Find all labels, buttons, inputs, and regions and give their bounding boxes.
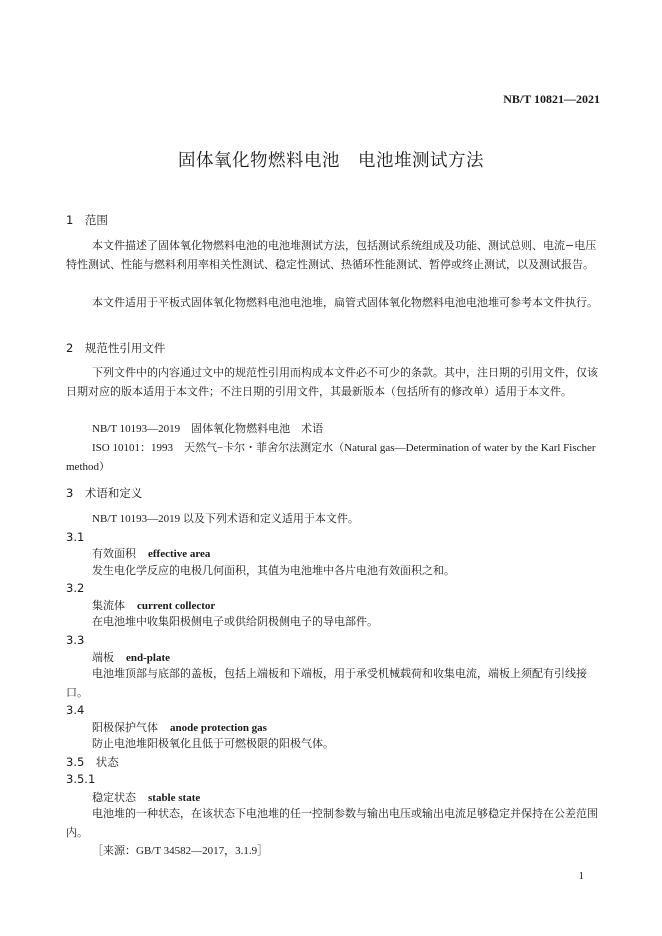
term-name xyxy=(92,597,215,613)
term-name xyxy=(92,649,170,665)
document-title: 固体氧化物燃料电池 电池堆测试方法 xyxy=(178,151,484,171)
term-name-zh: 稳定状态 xyxy=(92,791,136,804)
term-number: 3.1 xyxy=(66,530,85,544)
term-name-zh: 有效面积 xyxy=(92,547,136,560)
section-1-para-1: 本文件描述了固体氧化物燃料电池的电池堆测试方法，包括测试系统组成及功能、测试总则、电流−电压特性测试、性能与燃料利用率相关性测试、稳定性测试、热循环性能测试、暂停或终止测试，以及测试报告。 xyxy=(66,239,597,271)
term-number: 3.5.1 xyxy=(66,772,96,786)
section-3-heading: 3 术语和定义 xyxy=(66,486,143,500)
normative-reference-1: NB/T 10193—2019 固体氧化物燃料电池 术语 xyxy=(92,423,324,435)
term-definition: 电池堆顶部与底部的盖板，包括上端板和下端板，用于承受机械载荷和收集电流，端板上须配有引线接口。 xyxy=(66,667,587,699)
section-3-intro: NB/T 10193—2019 以及下列术语和定义适用于本文件。 xyxy=(92,513,359,525)
term-number: 3.2 xyxy=(66,581,85,595)
page-number: 1 xyxy=(578,870,584,882)
term-name-en: effective area xyxy=(148,548,211,560)
term-name xyxy=(92,719,267,735)
term-name-zh: 集流体 xyxy=(92,599,125,612)
term-name-zh: 阳极保护气体 xyxy=(92,721,158,734)
section-2-para-1: 下列文件中的内容通过文中的规范性引用而构成本文件必不可少的条款。其中，注日期的引用文件，仅该日期对应的版本适用于本文件；不注日期的引用文件，其最新版本（包括所有的修改单）适用于本文件。 xyxy=(66,366,598,398)
term-definition: 防止电池堆阳极氧化且低于可燃极限的阳极气体。 xyxy=(92,737,334,750)
term-name-en: current collector xyxy=(137,600,216,612)
term-name xyxy=(92,545,210,561)
term-definition: 电池堆的一种状态，在该状态下电池堆的任一控制参数与输出电压或输出电流足够稳定并保持在公差范围内。 xyxy=(66,807,598,839)
term-number: 3.3 xyxy=(66,633,85,647)
term-name xyxy=(92,789,200,805)
term-name-en: stable state xyxy=(148,792,201,804)
section-1-para-2: 本文件适用于平板式固体氧化物燃料电池电池堆，扁管式固体氧化物燃料电池电池堆可参考本文件执行。 xyxy=(92,296,598,309)
section-2-heading: 2 规范性引用文件 xyxy=(66,341,166,355)
term-definition: 发生电化学反应的电极几何面积，其值为电池堆中各片电池有效面积之和。 xyxy=(92,564,455,577)
section-1-heading: 1 范围 xyxy=(66,213,108,227)
term-source: ［来源：GB/T 34582—2017，3.1.9］ xyxy=(92,845,269,857)
term-name-zh: 端板 xyxy=(92,651,114,664)
normative-reference-2: ISO 10101：1993 天然气−卡尔・菲舍尔法测定水（Natural gas—Determination of water by the Karl Fischer method） xyxy=(66,442,596,473)
term-name-en: anode protection gas xyxy=(170,722,267,734)
term-name-en: end-plate xyxy=(126,652,170,664)
standard-number: NB/T 10821—2021 xyxy=(503,92,600,106)
subsection-3-5-heading: 3.5 状态 xyxy=(66,755,119,769)
term-definition: 在电池堆中收集阳极侧电子或供给阴极侧电子的导电部件。 xyxy=(92,615,378,628)
term-number: 3.4 xyxy=(66,703,85,717)
